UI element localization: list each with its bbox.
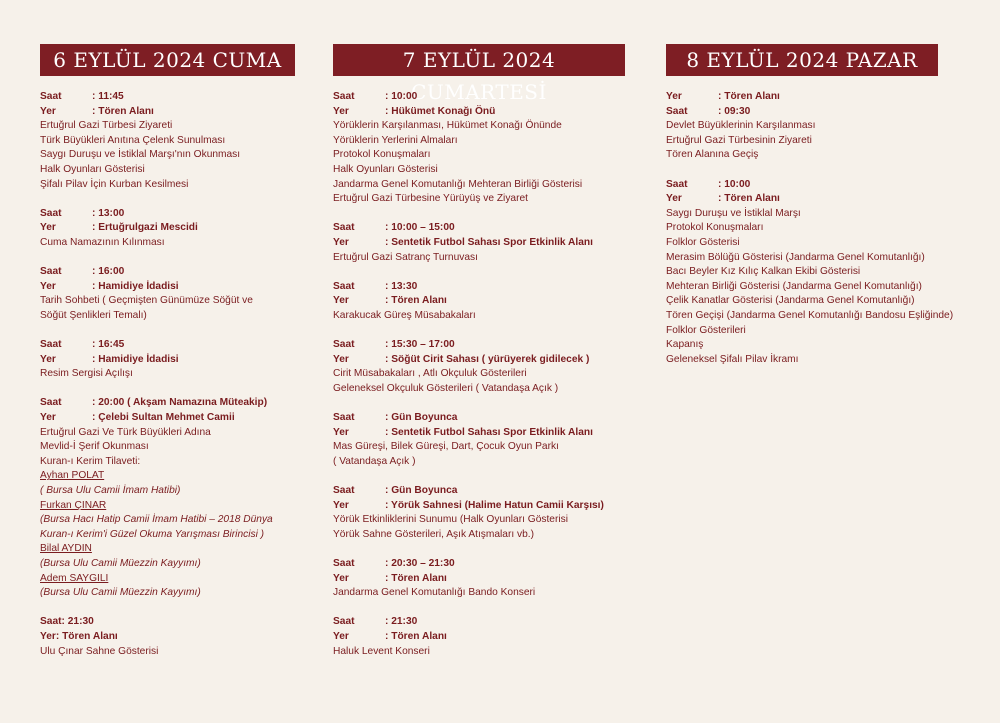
place-label: Yer — [333, 572, 349, 584]
event-line: Söğüt Şenlikleri Temalı) — [40, 309, 147, 321]
place-label: Yer — [333, 105, 349, 117]
place-value: : Tören Alanı — [385, 295, 447, 307]
time-label: Saat — [40, 91, 62, 102]
event-line: Jandarma Genel Komutanlığı Mehteran Birliği Gösterisi — [333, 178, 583, 190]
place-label: Yer — [333, 630, 349, 642]
day-column-8-eylul — [666, 44, 958, 367]
event-line: Yörük Sahne Gösterileri, Aşık Atışmaları vb.) — [333, 528, 534, 540]
event-line: Karakucak Güreş Müsabakaları — [333, 309, 476, 321]
reciter-title: (Bursa Hacı Hatip Camii İmam Hatibi – 2018 Dünya — [40, 514, 273, 526]
time-label: Saat — [666, 105, 688, 117]
place-label: Yer — [40, 353, 56, 365]
place-value: : Tören Alanı — [385, 630, 447, 642]
place-label: Yer — [333, 353, 349, 365]
event-line: Kuran-ı Kerim Tilaveti: — [40, 455, 141, 467]
event-line: Mehteran Birliği Gösterisi (Jandarma Genel Komutanlığı) — [666, 280, 922, 292]
time-value: : 20:00 ( Akşam Namazına Müteakip) — [92, 397, 268, 409]
event-block — [333, 338, 625, 396]
event-line: Ertuğrul Gazi Satranç Turnuvası — [333, 251, 478, 263]
time-value: : 09:30 — [718, 105, 751, 117]
reciter-name: Bilal AYDIN — [40, 543, 92, 555]
event-line: Mevlid-İ Şerif Okunması — [40, 441, 149, 453]
time-label: Saat — [40, 339, 62, 351]
place-value: : Tören Alanı — [718, 193, 780, 205]
time-label: Saat — [333, 91, 355, 102]
reciter-name: Adem SAYGILI — [40, 572, 109, 584]
time-label: Saat — [40, 207, 62, 219]
reciter-title: ( Bursa Ulu Camii İmam Hatibi) — [40, 485, 181, 497]
place-value: : Yörük Sahnesi (Halime Hatun Camii Karşısı) — [385, 499, 604, 511]
place-label: Yer — [333, 499, 349, 511]
event-line: Cirit Müsabakaları , Atlı Okçuluk Gösterileri — [333, 368, 527, 380]
place-value: : Hamidiye İdadisi — [92, 353, 179, 365]
time-value: : 16:00 — [92, 266, 125, 278]
event-line: Bacı Beyler Kız Kılıç Kalkan Ekibi Gösterisi — [666, 266, 861, 278]
event-block — [40, 396, 295, 600]
place-value: : Çelebi Sultan Mehmet Camii — [92, 412, 235, 424]
event-line: ( Vatandaşa Açık ) — [333, 455, 416, 467]
event-line: Saygı Duruşu ve İstiklal Marşı'nın Okunması — [40, 149, 241, 161]
event-line: Protokol Konuşmaları — [666, 222, 764, 234]
time-value: : 15:30 – 17:00 — [385, 339, 455, 351]
event-block — [40, 338, 295, 382]
event-line: Devlet Büyüklerinin Karşılanması — [666, 120, 816, 132]
place-value: : Tören Alanı — [385, 572, 447, 584]
event-block — [40, 265, 295, 323]
event-block — [40, 207, 295, 251]
place-label: Yer — [40, 280, 56, 292]
event-line: Cuma Namazının Kılınması — [40, 236, 165, 248]
reciter-title: (Bursa Ulu Camii Müezzin Kayyımı) — [40, 558, 201, 569]
place-label: Yer — [333, 236, 349, 248]
time-value: : 16:45 — [92, 339, 125, 351]
time-value: : 13:00 — [92, 207, 125, 219]
time-label: Saat — [333, 412, 355, 424]
place-value: : Hamidiye İdadisi — [92, 280, 179, 292]
event-block — [333, 557, 625, 601]
place-label: Yer — [40, 105, 56, 117]
reciter-name: Furkan ÇINAR — [40, 499, 107, 511]
day-header: 8 EYLÜL 2024 PAZAR — [666, 44, 938, 76]
event-line: Geleneksel Şifalı Pilav İkramı — [666, 353, 799, 365]
event-line: Yörüklerin Yerlerini Almaları — [333, 134, 458, 146]
time-label: Saat — [333, 616, 355, 628]
time-value: : 20:30 – 21:30 — [385, 558, 455, 569]
event-line: Yörük Etkinliklerini Sunumu (Halk Oyunları Gösterisi — [333, 514, 568, 526]
event-line: Yörüklerin Karşılanması, Hükümet Konağı Önünde — [333, 120, 562, 132]
event-block — [333, 90, 625, 207]
event-line: Ertuğrul Gazi Türbesi Ziyareti — [40, 120, 173, 132]
event-line: Merasim Bölüğü Gösterisi (Jandarma Genel Komutanlığı) — [666, 251, 925, 263]
reciter-title: Kuran-ı Kerim'i Güzel Okuma Yarışması Birincisi ) — [40, 528, 265, 540]
time-label: Saat — [333, 558, 355, 569]
place-label: Yer — [40, 412, 56, 424]
day-column-6-eylul — [40, 44, 295, 659]
event-block — [666, 90, 958, 163]
event-line: Folklor Gösterileri — [666, 324, 746, 336]
event-line: Mas Güreşi, Bilek Güreşi, Dart, Çocuk Oyun Parkı — [333, 441, 559, 453]
event-line: Ulu Çınar Sahne Gösterisi — [40, 645, 159, 657]
time-value: : 11:45 — [92, 91, 124, 102]
event-line: Haluk Levent Konseri — [333, 645, 430, 657]
time-value: : 10:00 — [385, 91, 418, 102]
reciter-title: (Bursa Ulu Camii Müezzin Kayyımı) — [40, 587, 201, 599]
event-line: Folklor Gösterisi — [666, 236, 740, 248]
place-label: Yer — [333, 426, 349, 438]
time-value: : 10:00 — [718, 178, 751, 190]
place-value: : Tören Alanı — [718, 91, 780, 102]
event-line: Ertuğrul Gazi Ve Türk Büyükleri Adına — [40, 426, 211, 438]
place-value: : Hükümet Konağı Önü — [385, 105, 496, 117]
event-block — [666, 178, 958, 368]
event-block — [333, 615, 625, 659]
event-line: Halk Oyunları Gösterisi — [333, 163, 438, 175]
place-label: Yer — [333, 295, 349, 307]
time-label: Saat — [666, 178, 688, 190]
event-line: Saygı Duruşu ve İstiklal Marşı — [666, 207, 801, 219]
event-line: Ertuğrul Gazi Türbesinin Ziyareti — [666, 134, 812, 146]
place-value: : Ertuğrulgazi Mescidi — [92, 222, 198, 234]
time-label: Saat — [333, 280, 355, 292]
event-line: Çelik Kanatlar Gösterisi (Jandarma Genel Komutanlığı) — [666, 295, 915, 307]
event-block — [333, 411, 625, 469]
event-block — [40, 90, 295, 192]
event-line: Ertuğrul Gazi Türbesine Yürüyüş ve Ziyaret — [333, 193, 528, 205]
event-line: Resim Sergisi Açılışı — [40, 368, 133, 380]
event-block — [40, 615, 295, 659]
place-value: : Sentetik Futbol Sahası Spor Etkinlik Alanı — [385, 426, 593, 438]
event-block — [333, 221, 625, 265]
day-header: 7 EYLÜL 2024 CUMARTESİ — [333, 44, 625, 76]
time-label: Saat — [333, 339, 355, 351]
event-line: Şifalı Pilav İçin Kurban Kesilmesi — [40, 178, 189, 190]
place-value: : Sentetik Futbol Sahası Spor Etkinlik Alanı — [385, 236, 593, 248]
place-label: Yer — [666, 193, 682, 205]
event-line: Türk Büyükleri Anıtına Çelenk Sunulması — [40, 134, 226, 146]
time-value: : 21:30 — [385, 616, 418, 628]
event-line: Kapanış — [666, 339, 704, 351]
time-value: : 10:00 – 15:00 — [385, 222, 455, 234]
event-line: Protokol Konuşmaları — [333, 149, 431, 161]
event-line: Tören Alanına Geçiş — [666, 149, 759, 161]
day-header: 6 EYLÜL 2024 CUMA — [40, 44, 295, 76]
event-line: Tarih Sohbeti ( Geçmişten Günümüze Söğüt ve — [40, 295, 253, 307]
place-value: : Tören Alanı — [92, 105, 154, 117]
event-line: Jandarma Genel Komutanlığı Bando Konseri — [333, 587, 536, 599]
event-line: Halk Oyunları Gösterisi — [40, 163, 145, 175]
place-label: Yer — [40, 222, 56, 234]
event-block — [333, 280, 625, 324]
event-line: Geleneksel Okçuluk Gösterileri ( Vatandaşa Açık ) — [333, 382, 559, 394]
day-column-7-eylul — [333, 44, 625, 659]
event-line: Tören Geçişi (Jandarma Genel Komutanlığı Bandosu Eşliğinde) — [666, 309, 954, 321]
time-value: Saat: 21:30 — [40, 616, 94, 628]
place-label: Yer — [666, 91, 682, 102]
event-block — [333, 484, 625, 542]
time-value: : Gün Boyunca — [385, 412, 458, 424]
time-label: Saat — [333, 222, 355, 234]
time-label: Saat — [40, 266, 62, 278]
time-label: Saat — [40, 397, 62, 409]
place-value: : Söğüt Cirit Sahası ( yürüyerek gidilecek ) — [385, 353, 590, 365]
reciter-name: Ayhan POLAT — [40, 470, 105, 482]
time-value: : Gün Boyunca — [385, 485, 458, 497]
time-value: : 13:30 — [385, 280, 418, 292]
place-value: Yer: Tören Alanı — [40, 630, 118, 642]
time-label: Saat — [333, 485, 355, 497]
